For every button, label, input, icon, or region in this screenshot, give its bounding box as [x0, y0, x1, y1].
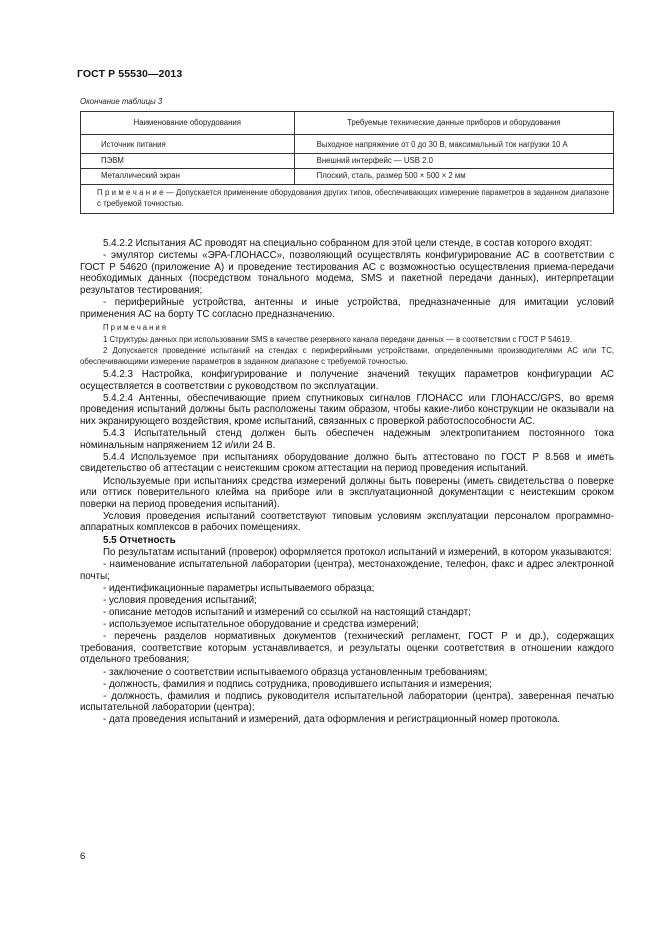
list-item: - периферийные устройства, антенны и иные устройства, предназначенные для имитации условий применения АС на борту ТС согласно предназначению. — [80, 296, 614, 320]
table-note: П р и м е ч а н и е — Допускается применение оборудования других типов, обеспечивающих измерение параметров в заданном диапазоне с требуемой точностью. — [81, 185, 614, 214]
table-row — [81, 169, 614, 185]
paragraph: По результатам испытаний (проверок) оформляется протокол испытаний и измерений, в котором указываются: — [103, 547, 612, 559]
column-header-specs: Требуемые технические данные приборов и оборудования — [294, 112, 613, 135]
table-cell-spec: Выходное напряжение от 0 до 30 В, максимальный ток нагрузки 10 А — [294, 134, 613, 153]
table-cell-equipment: ПЭВМ — [81, 153, 295, 169]
page-number: 6 — [80, 851, 86, 862]
document-header: ГОСТ Р 55530—2013 — [77, 68, 183, 80]
list-item: - идентификационные параметры испытываемого образца; — [103, 582, 375, 594]
paragraph-5-4-2-2: 5.4.2.2 Испытания АС проводят на специально собранном для этой цели стенде, в состав которого входят: — [103, 238, 593, 249]
list-item: - описание методов испытаний и измерений со ссылкой на настоящий стандарт; — [103, 607, 471, 619]
notes-title: Примечания — [103, 323, 169, 333]
paragraph-5-4-4: 5.4.4 Используемое при испытаниях оборудование должно быть аттестовано по ГОСТ Р 8.568 и иметь свидетельство об аттестации с неистекшим сроком аттестации на период проведения испытаний. — [80, 451, 614, 475]
table-note-row — [81, 185, 614, 214]
section-heading: 5.5 Отчетность — [103, 534, 176, 546]
note-item: 1 Структуры данных при использовании SMS в качестве резервного канала передачи данных — в соответствии с ГОСТ Р 54619. — [103, 334, 572, 344]
paragraph: Условия проведения испытаний соответствуют типовым условиям эксплуатации персоналом программно-аппаратных комплексов в рабочих помещениях. — [80, 510, 614, 534]
list-item: - заключение о соответствии испытываемого образца установленным требованиям; — [103, 666, 488, 678]
list-item: - должность, фамилия и подпись руководителя испытательной лаборатории (центра), заверенная печатью испытательной лаборатории (центра); — [80, 690, 614, 714]
paragraph: Используемые при испытаниях средства измерений должны быть поверены (иметь свидетельства о поверке или оттиск поверительного клейма на приборе или в эксплуатационной документации с неистекшим сроком поверки на период проведения испытаний). — [80, 475, 614, 510]
table-cell-spec: Внешний интерфейс — USB 2.0 — [294, 153, 613, 169]
list-item: - перечень разделов нормативных документов (технический регламент, ГОСТ Р и др.), содержащих требования, соответствие которым устанавливается, и результаты оценки соответствия в отношении каждого отдельного требования; — [80, 631, 614, 666]
list-item: - условия проведения испытаний; — [103, 594, 257, 606]
list-item: - эмулятор системы «ЭРА-ГЛОНАСС», позволяющий осуществлять конфигурирование АС в соответствии с ГОСТ Р 54620 (приложение А) и проведение тестирования АС с возможностью осуществления приема-передачи необходимых данных (посредством тонального модема, SMS и пакетной передачи данных), интерпретации результатов тестирования; — [80, 250, 614, 296]
table-row — [81, 153, 614, 169]
table-cell-spec: Плоский, сталь, размер 500 × 500 × 2 мм — [294, 169, 613, 185]
equipment-table — [80, 111, 614, 214]
note-item: 2 Допускается проведение испытаний на стендах с периферийными устройствами, определенными производителями АС или ТС, обеспечивающими измерение параметров в заданном диапазоне с требуемой точностью. — [80, 346, 614, 367]
table-caption: Окончание таблицы 3 — [80, 97, 163, 106]
paragraph-5-4-3: 5.4.3 Испытательный стенд должен быть обеспечен надежным электропитанием постоянного тока номинальным напряжением 12 и/или 24 В. — [80, 428, 614, 451]
document-body — [80, 238, 614, 726]
table-cell-equipment: Источник питания — [81, 134, 295, 153]
paragraph-5-4-2-3: 5.4.2.3 Настройка, конфигурирование и получение значений текущих параметров конфигурации АС осуществляется в соответствии с руководством по эксплуатации. — [80, 369, 614, 392]
table-header-row — [81, 112, 614, 135]
list-item: - должность, фамилия и подпись сотрудника, проводившего испытания и измерения; — [103, 678, 492, 690]
column-header-equipment: Наименование оборудования — [81, 112, 295, 135]
table-row — [81, 134, 614, 153]
table-cell-equipment: Металлический экран — [81, 169, 295, 185]
list-item: - наименование испытательной лаборатории (центра), местонахождение, телефон, факс и адрес электронной почты; — [80, 559, 614, 582]
list-item: - дата проведения испытаний и измерений, дата оформления и регистрационный номер протокола. — [103, 714, 561, 726]
list-item: - используемое испытательное оборудование и средства измерений; — [103, 619, 419, 631]
paragraph-5-4-2-4: 5.4.2.4 Антенны, обеспечивающие прием спутниковых сигналов ГЛОНАСС или ГЛОНАСС/GPS, во время проведения испытаний должны быть расположены таким образом, чтобы какие-либо конструкции не оказывали на них экранирующего воздействия, кроме испытаний, связанных с проверкой работоспособности АС. — [80, 392, 614, 428]
